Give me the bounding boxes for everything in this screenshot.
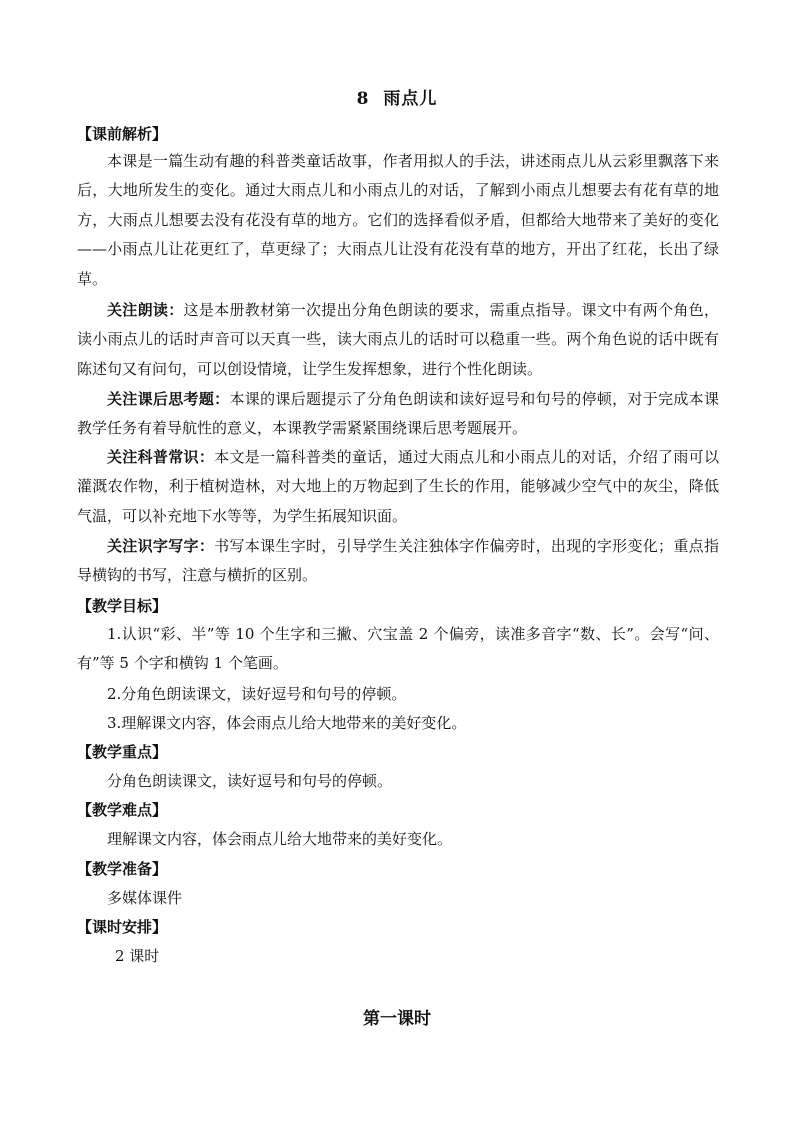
focus-science-label: 关注科普常识：: [107, 448, 215, 466]
focus-reading-paragraph: [77, 296, 719, 384]
difficulties-heading: 【教学难点】: [77, 801, 168, 819]
preparation-heading: 【教学准备】: [77, 860, 168, 878]
focus-writing-label: 关注识字写字：: [107, 537, 215, 555]
focus-questions-text: 本课的课后题提示了分角色朗读和读好逗号和句号的停顿，对于完成本课教学任务有着导航性的意义，本课教学需紧紧围绕课后思考题展开。: [77, 390, 719, 438]
lesson-title: [0, 84, 794, 109]
pre-analysis-intro: 本课是一篇生动有趣的科普类童话故事，作者用拟人的手法，讲述雨点儿从云彩里飘落下来后，大地所发生的变化。通过大雨点儿和小雨点儿的对话，了解到小雨点儿想要去有花有草的地方，大雨点儿想要去没有花没有草的地方。它们的选择看似矛盾，但都给大地带来了美好的变化——小雨点儿让花更红了，草更绿了；大雨点儿让没有花没有草的地方，开出了红花，长出了绿草。: [77, 152, 719, 288]
focus-writing-text: 书写本课生字时，引导学生关注独体字作偏旁时，出现的字形变化；重点指导横钩的书写，注意与横折的区别。: [77, 537, 719, 585]
key-points-text: 分角色朗读课文，读好逗号和句号的停顿。: [107, 772, 393, 790]
focus-reading-label: 关注朗读：: [107, 301, 184, 319]
key-points-heading: 【教学重点】: [77, 743, 168, 761]
focus-writing-paragraph: [77, 532, 719, 591]
difficulties-text: 理解课文内容，体会雨点儿给大地带来的美好变化。: [107, 830, 453, 848]
focus-science-paragraph: [77, 443, 719, 531]
focus-questions-label: 关注课后思考题：: [107, 390, 230, 408]
goal-item-3: 3.理解课文内容，体会雨点儿给大地带来的美好变化。: [107, 714, 467, 732]
lesson-number: 8: [356, 89, 370, 109]
goal-item-2: 2.分角色朗读课文，读好逗号和句号的停顿。: [107, 685, 407, 703]
section-title: 第一课时: [363, 1009, 431, 1029]
goal-item-1: 1.认识“彩、半”等 10 个生字和三撇、穴宝盖 2 个偏旁，读准多音字“数、长”。会写“问、有”等 5 个字和横钩 1 个笔画。: [77, 625, 719, 673]
schedule-heading: 【课时安排】: [77, 918, 168, 936]
focus-questions-paragraph: [77, 385, 719, 444]
goals-heading: 【教学目标】: [77, 597, 168, 615]
schedule-text: 2 课时: [115, 947, 160, 965]
lesson-name: 雨点儿: [383, 89, 438, 109]
pre-analysis-heading: 【课前解析】: [77, 125, 168, 143]
focus-science-text: 本文是一篇科普类的童话，通过大雨点儿和小雨点儿的对话，介绍了雨可以灌溉农作物，利于植树造林，对大地上的万物起到了生长的作用，能够减少空气中的灰尘，降低气温，可以补充地下水等等，为学生拓展知识面。: [77, 448, 719, 525]
preparation-text: 多媒体课件: [107, 889, 183, 907]
focus-reading-text: 这是本册教材第一次提出分角色朗读的要求，需重点指导。课文中有两个角色，读小雨点儿的话时声音可以天真一些，读大雨点儿的话时可以稳重一些。两个角色说的话中既有陈述句又有问句，可以创设情境，让学生发挥想象，进行个性化朗读。: [77, 301, 719, 378]
